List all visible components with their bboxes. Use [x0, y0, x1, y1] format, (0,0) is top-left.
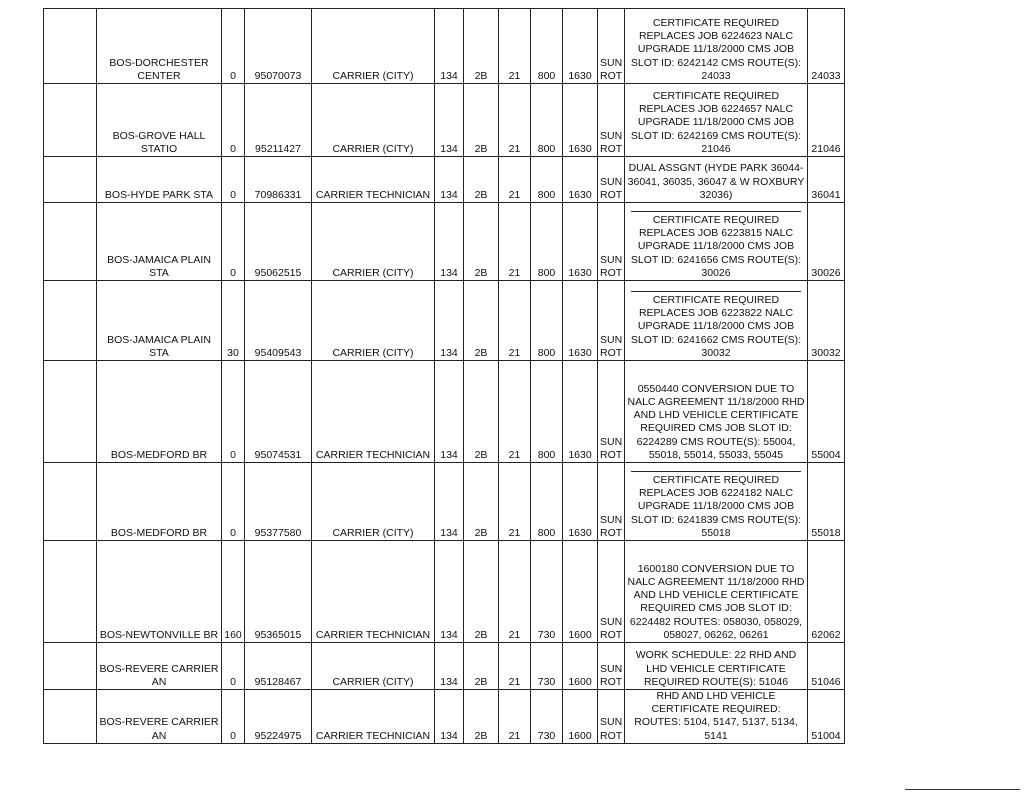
level-cell: 21: [499, 690, 531, 744]
number-cell: 160: [222, 541, 245, 643]
job-id-cell: 95070073: [245, 9, 312, 84]
level-cell: 21: [499, 463, 531, 541]
schedule-cell: 2B: [464, 541, 499, 643]
days-off-cell: SUN ROT: [598, 690, 625, 744]
route-cell: 62062: [808, 541, 845, 643]
comments-cell: DUAL ASSGNT (HYDE PARK 36044-36041, 36035, 36047 & W ROXBURY 32036): [625, 157, 808, 203]
job-id-cell: 95409543: [245, 281, 312, 361]
office-cell: BOS-HYDE PARK STA: [97, 157, 222, 203]
number-cell: 0: [222, 157, 245, 203]
comments-cell: [625, 463, 808, 541]
comments-text: CERTIFICATE REQUIRED REPLACES JOB 6223815 NALC UPGRADE 11/18/2000 CMS JOB SLOT ID: 6241656 CMS ROUTE(S): 30026: [630, 213, 802, 279]
route-cell: 36041: [808, 157, 845, 203]
comments-text: CERTIFICATE REQUIRED REPLACES JOB 6223822 NALC UPGRADE 11/18/2000 CMS JOB SLOT ID: 6241662 CMS ROUTE(S): 30032: [630, 293, 802, 359]
office-cell: BOS-JAMAICA PLAIN STA: [97, 203, 222, 281]
office-cell: BOS-MEDFORD BR: [97, 463, 222, 541]
position-title-cell: CARRIER TECHNICIAN: [312, 361, 435, 463]
schedule-cell: 2B: [464, 157, 499, 203]
job-id-cell: 95224975: [245, 690, 312, 744]
days-off-cell: SUN ROT: [598, 203, 625, 281]
job-id-cell: 95365015: [245, 541, 312, 643]
table-row: [44, 690, 845, 744]
job-id-cell: 95074531: [245, 361, 312, 463]
row-blank-cell: [44, 9, 97, 84]
level-cell: 21: [499, 281, 531, 361]
level-cell: 21: [499, 541, 531, 643]
table-row: [44, 463, 845, 541]
position-title-cell: CARRIER (CITY): [312, 9, 435, 84]
office-cell: BOS-REVERE CARRIER AN: [97, 643, 222, 690]
table-row: [44, 203, 845, 281]
comments-cell: [625, 281, 808, 361]
job-id-cell: 95211427: [245, 84, 312, 157]
start-time-cell: 800: [531, 281, 563, 361]
scan-artifact-line: [905, 789, 1020, 790]
position-title-cell: CARRIER (CITY): [312, 84, 435, 157]
end-time-cell: 1630: [563, 281, 598, 361]
position-title-cell: CARRIER (CITY): [312, 643, 435, 690]
grade-cell: 134: [435, 157, 464, 203]
row-blank-cell: [44, 203, 97, 281]
struck-text-remnant: [631, 211, 802, 212]
start-time-cell: 800: [531, 203, 563, 281]
comments-cell: 1600180 CONVERSION DUE TO NALC AGREEMENT 11/18/2000 RHD AND LHD VEHICLE CERTIFICATE REQUIRED CMS JOB SLOT ID: 6224482 ROUTES: 058030, 058029, 058027, 06262, 06261: [625, 541, 808, 643]
table-row: [44, 643, 845, 690]
days-off-cell: SUN ROT: [598, 281, 625, 361]
end-time-cell: 1600: [563, 541, 598, 643]
level-cell: 21: [499, 157, 531, 203]
table-row: [44, 541, 845, 643]
table-row: [44, 84, 845, 157]
number-cell: 0: [222, 84, 245, 157]
start-time-cell: 730: [531, 643, 563, 690]
job-listing-table: [43, 8, 845, 744]
days-off-cell: SUN ROT: [598, 9, 625, 84]
schedule-cell: 2B: [464, 690, 499, 744]
level-cell: 21: [499, 643, 531, 690]
days-off-cell: SUN ROT: [598, 643, 625, 690]
comments-cell: WORK SCHEDULE: 22 RHD AND LHD VEHICLE CERTIFICATE REQUIRED ROUTE(S): 51046: [625, 643, 808, 690]
grade-cell: 134: [435, 690, 464, 744]
job-id-cell: 95062515: [245, 203, 312, 281]
route-cell: 55004: [808, 361, 845, 463]
schedule-cell: 2B: [464, 361, 499, 463]
level-cell: 21: [499, 84, 531, 157]
schedule-cell: 2B: [464, 9, 499, 84]
route-cell: 51004: [808, 690, 845, 744]
days-off-cell: SUN ROT: [598, 361, 625, 463]
schedule-cell: 2B: [464, 203, 499, 281]
end-time-cell: 1630: [563, 361, 598, 463]
row-blank-cell: [44, 541, 97, 643]
comments-cell: [625, 203, 808, 281]
row-blank-cell: [44, 281, 97, 361]
struck-text-remnant: [631, 471, 802, 472]
office-cell: BOS-GROVE HALL STATIO: [97, 84, 222, 157]
end-time-cell: 1630: [563, 463, 598, 541]
end-time-cell: 1600: [563, 690, 598, 744]
number-cell: 0: [222, 643, 245, 690]
number-cell: 30: [222, 281, 245, 361]
position-title-cell: CARRIER (CITY): [312, 281, 435, 361]
end-time-cell: 1630: [563, 203, 598, 281]
schedule-cell: 2B: [464, 281, 499, 361]
grade-cell: 134: [435, 203, 464, 281]
comments-cell: 0550440 CONVERSION DUE TO NALC AGREEMENT 11/18/2000 RHD AND LHD VEHICLE CERTIFICATE REQUIRED CMS JOB SLOT ID: 6224289 CMS ROUTE(S): 55004, 55018, 55014, 55033, 55045: [625, 361, 808, 463]
days-off-cell: SUN ROT: [598, 463, 625, 541]
row-blank-cell: [44, 157, 97, 203]
position-title-cell: CARRIER TECHNICIAN: [312, 690, 435, 744]
route-cell: 21046: [808, 84, 845, 157]
job-listing-sheet: [43, 8, 845, 744]
number-cell: 0: [222, 9, 245, 84]
end-time-cell: 1630: [563, 9, 598, 84]
route-cell: 30032: [808, 281, 845, 361]
grade-cell: 134: [435, 463, 464, 541]
grade-cell: 134: [435, 281, 464, 361]
days-off-cell: SUN ROT: [598, 541, 625, 643]
grade-cell: 134: [435, 84, 464, 157]
route-cell: 55018: [808, 463, 845, 541]
row-blank-cell: [44, 361, 97, 463]
grade-cell: 134: [435, 9, 464, 84]
start-time-cell: 730: [531, 690, 563, 744]
end-time-cell: 1630: [563, 157, 598, 203]
schedule-cell: 2B: [464, 463, 499, 541]
level-cell: 21: [499, 203, 531, 281]
office-cell: BOS-MEDFORD BR: [97, 361, 222, 463]
row-blank-cell: [44, 84, 97, 157]
comments-cell: RHD AND LHD VEHICLE CERTIFICATE REQUIRED: ROUTES: 5104, 5147, 5137, 5134, 5141: [625, 690, 808, 744]
row-blank-cell: [44, 690, 97, 744]
office-cell: BOS-JAMAICA PLAIN STA: [97, 281, 222, 361]
row-blank-cell: [44, 643, 97, 690]
table-row: [44, 157, 845, 203]
office-cell: BOS-DORCHESTER CENTER: [97, 9, 222, 84]
number-cell: 0: [222, 463, 245, 541]
comments-text: CERTIFICATE REQUIRED REPLACES JOB 6224182 NALC UPGRADE 11/18/2000 CMS JOB SLOT ID: 6241839 CMS ROUTE(S): 55018: [630, 473, 802, 539]
table-row: [44, 281, 845, 361]
position-title-cell: CARRIER TECHNICIAN: [312, 541, 435, 643]
job-id-cell: 95377580: [245, 463, 312, 541]
start-time-cell: 800: [531, 361, 563, 463]
schedule-cell: 2B: [464, 643, 499, 690]
route-cell: 24033: [808, 9, 845, 84]
days-off-cell: SUN ROT: [598, 157, 625, 203]
comments-cell: CERTIFICATE REQUIRED REPLACES JOB 6224623 NALC UPGRADE 11/18/2000 CMS JOB SLOT ID: 6242142 CMS ROUTE(S): 24033: [625, 9, 808, 84]
comments-cell: CERTIFICATE REQUIRED REPLACES JOB 6224657 NALC UPGRADE 11/18/2000 CMS JOB SLOT ID: 6242169 CMS ROUTE(S): 21046: [625, 84, 808, 157]
start-time-cell: 800: [531, 157, 563, 203]
office-cell: BOS-REVERE CARRIER AN: [97, 690, 222, 744]
grade-cell: 134: [435, 541, 464, 643]
start-time-cell: 730: [531, 541, 563, 643]
grade-cell: 134: [435, 361, 464, 463]
position-title-cell: CARRIER TECHNICIAN: [312, 157, 435, 203]
position-title-cell: CARRIER (CITY): [312, 203, 435, 281]
struck-text-remnant: [631, 291, 802, 292]
start-time-cell: 800: [531, 9, 563, 84]
table-row: [44, 361, 845, 463]
table-row: [44, 9, 845, 84]
number-cell: 0: [222, 361, 245, 463]
end-time-cell: 1630: [563, 84, 598, 157]
level-cell: 21: [499, 9, 531, 84]
grade-cell: 134: [435, 643, 464, 690]
number-cell: 0: [222, 690, 245, 744]
end-time-cell: 1600: [563, 643, 598, 690]
row-blank-cell: [44, 463, 97, 541]
position-title-cell: CARRIER (CITY): [312, 463, 435, 541]
level-cell: 21: [499, 361, 531, 463]
days-off-cell: SUN ROT: [598, 84, 625, 157]
schedule-cell: 2B: [464, 84, 499, 157]
route-cell: 51046: [808, 643, 845, 690]
start-time-cell: 800: [531, 463, 563, 541]
job-id-cell: 70986331: [245, 157, 312, 203]
route-cell: 30026: [808, 203, 845, 281]
job-id-cell: 95128467: [245, 643, 312, 690]
office-cell: BOS-NEWTONVILLE BR: [97, 541, 222, 643]
number-cell: 0: [222, 203, 245, 281]
start-time-cell: 800: [531, 84, 563, 157]
